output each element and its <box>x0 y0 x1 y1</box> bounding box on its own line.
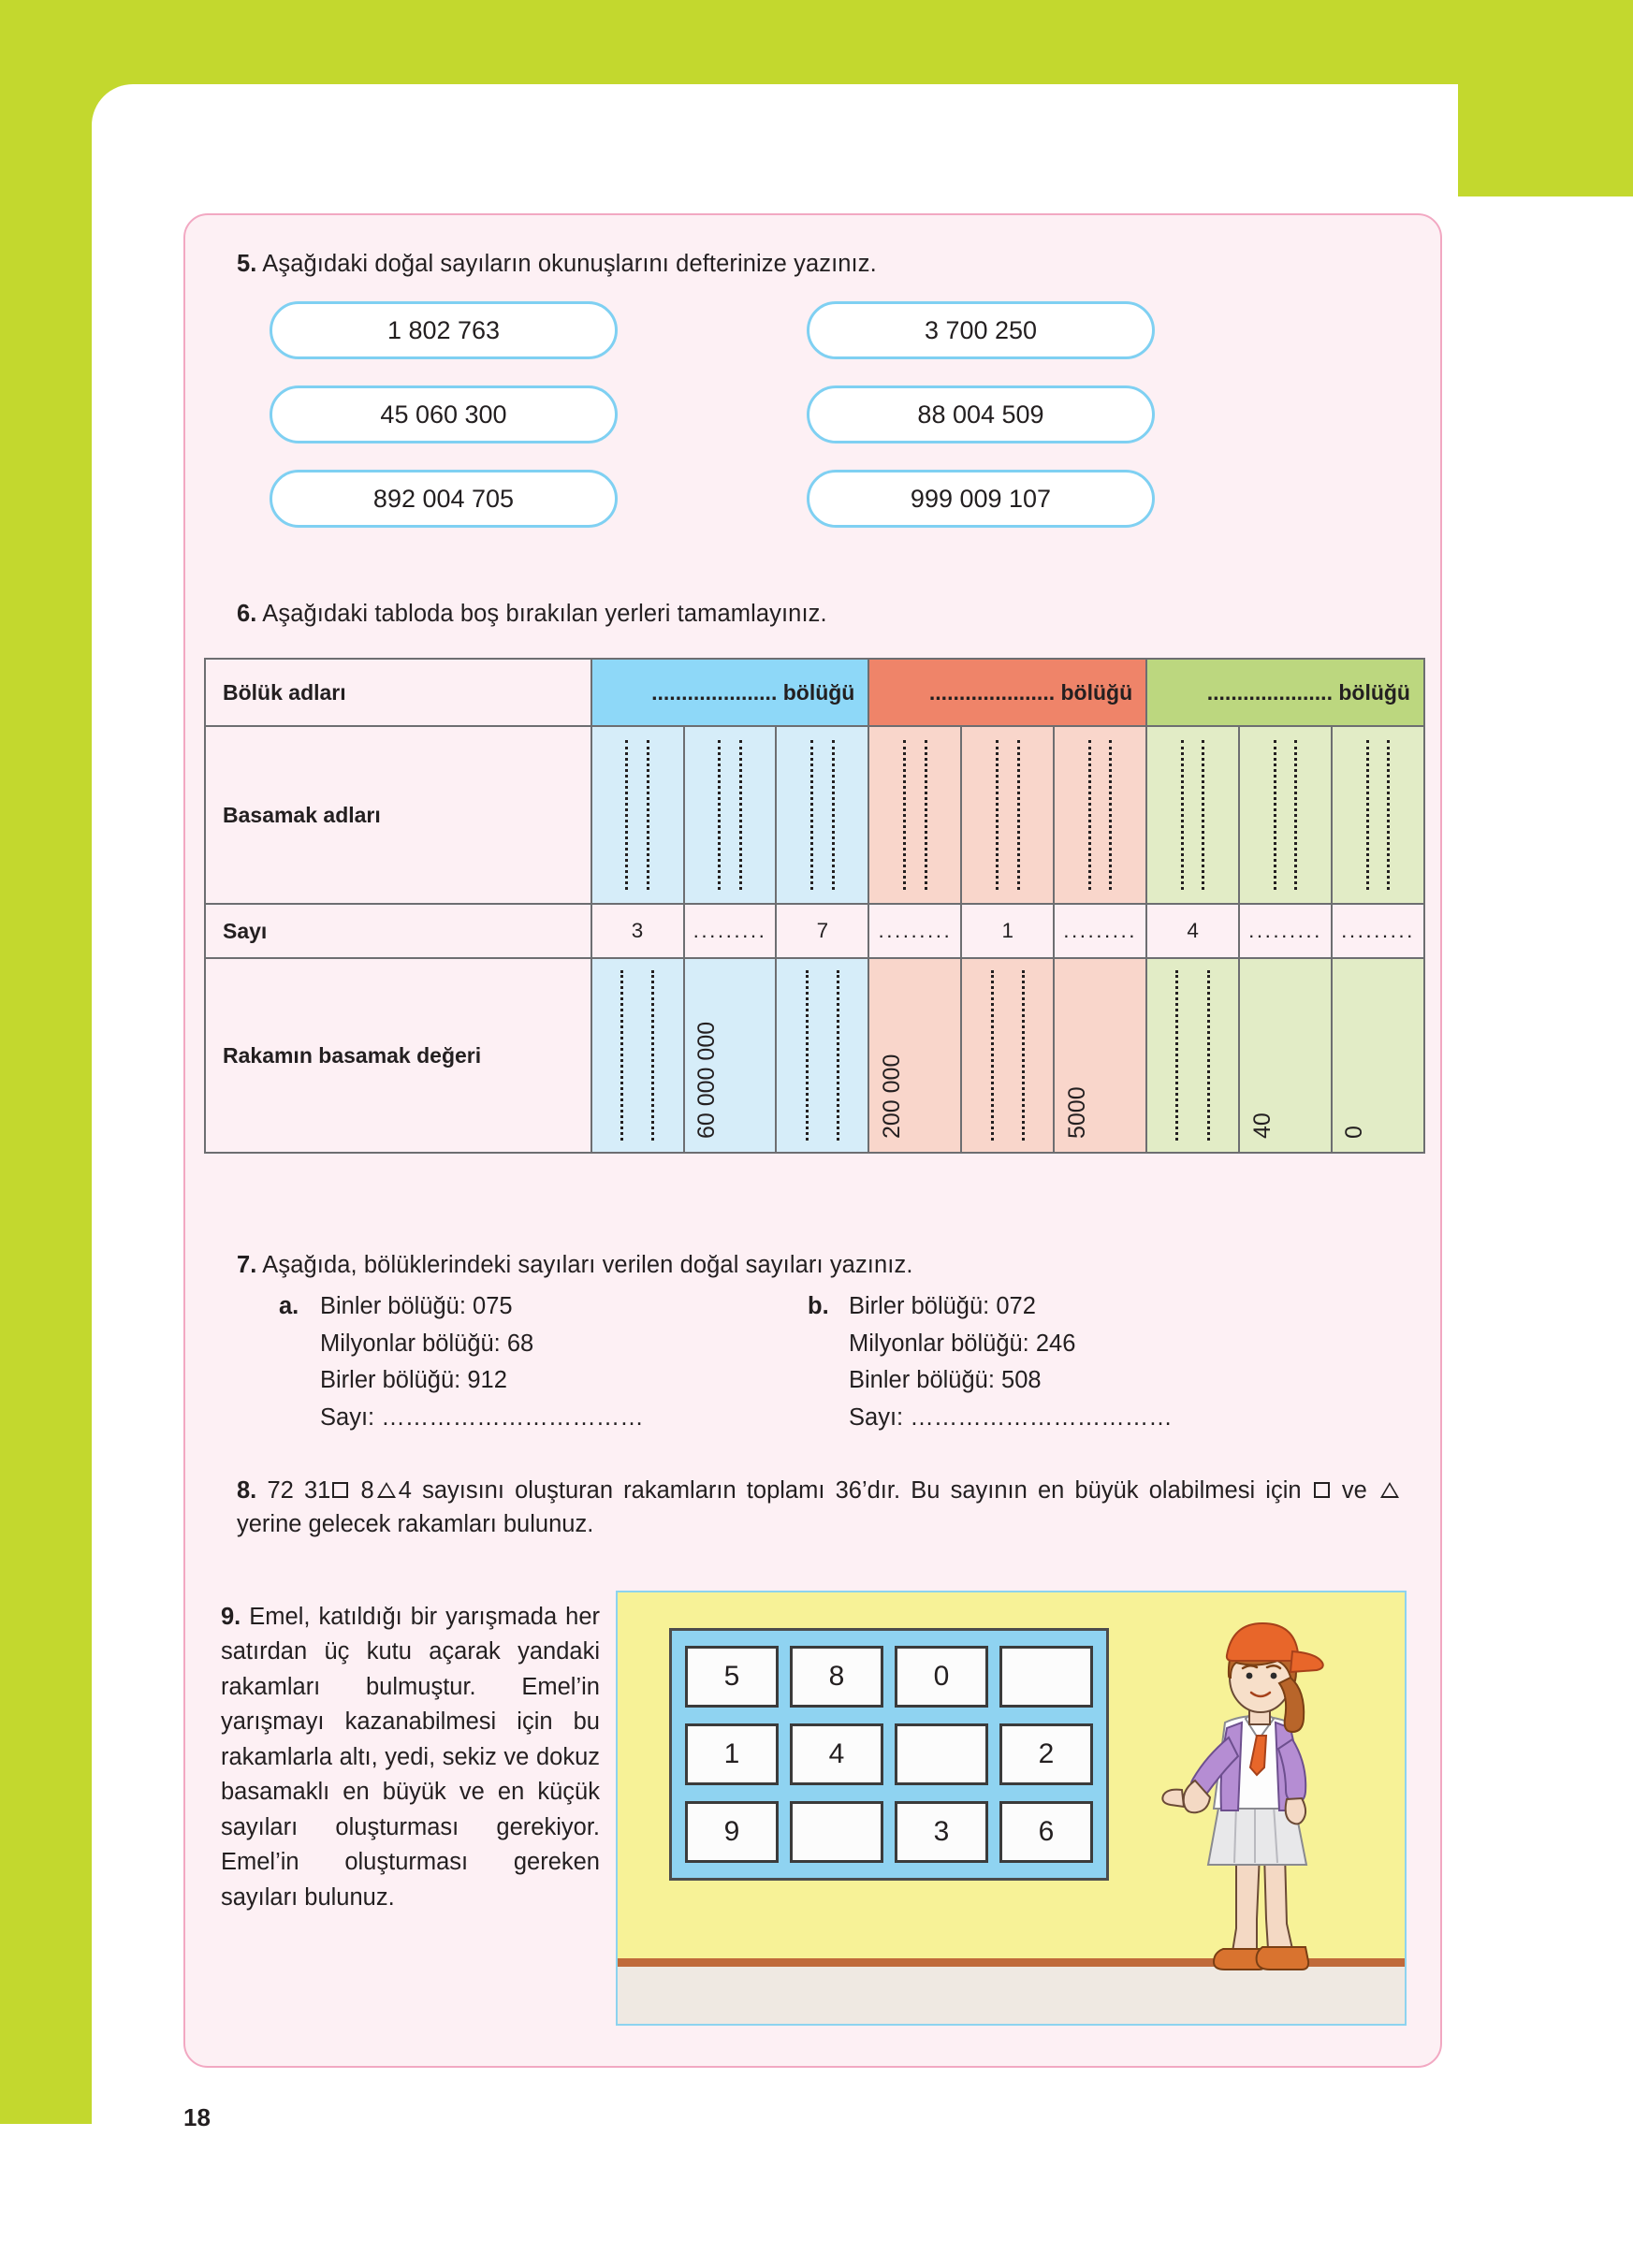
question-6-prompt: Aşağıdaki tabloda boş bırakılan yerleri tamamlayınız. <box>262 601 827 627</box>
dotted-line <box>625 740 628 890</box>
group-header-cell: ..................... bölüğü <box>591 659 869 726</box>
basamak-degeri-cell <box>1332 958 1424 1153</box>
blank-cell <box>776 726 868 904</box>
part-line: Birler bölüğü: 912 <box>320 1367 507 1393</box>
number-box: 999 009 107 <box>807 470 1155 528</box>
digit-cell: 3 <box>895 1801 988 1863</box>
question-7-prompt: Aşağıda, bölüklerindeki sayıları verilen doğal sayıları yazınız. <box>262 1252 913 1278</box>
question-7-heading <box>237 1252 913 1279</box>
question-5-prompt: Aşağıdaki doğal sayıların okunuşlarını defterinize yazınız. <box>262 251 877 277</box>
part-line: Binler bölüğü: 075 <box>320 1293 513 1319</box>
question-5-number: 5. <box>237 251 257 277</box>
basamak-degeri-cell <box>591 958 684 1153</box>
dotted-line <box>1022 970 1025 1141</box>
row-label-basamak-degeri: Rakamın basamak değeri <box>205 958 591 1153</box>
dotted-line <box>832 740 835 890</box>
basamak-degeri-cell <box>1054 958 1146 1153</box>
sayi-value-cell: ......... <box>1239 904 1332 958</box>
dotted-line <box>1202 740 1204 890</box>
dotted-line <box>1175 970 1178 1141</box>
dotted-line <box>996 740 999 890</box>
dotted-line <box>810 740 813 890</box>
digit-cell: 0 <box>895 1646 988 1708</box>
blank-cell <box>1054 726 1146 904</box>
list-item <box>849 1367 1173 1394</box>
sayi-value-cell: ......... <box>684 904 777 958</box>
digit-cell: 6 <box>999 1801 1093 1863</box>
question-9-illustration <box>616 1591 1407 2026</box>
blank-cell <box>868 726 961 904</box>
exercise-panel <box>183 213 1442 2068</box>
answer-blank: Sayı: …………………………… <box>849 1403 1173 1431</box>
question-8 <box>237 1474 1402 1541</box>
question-5-number-boxes <box>270 301 1205 554</box>
dotted-line <box>620 970 623 1141</box>
question-6-number: 6. <box>237 601 257 627</box>
sayi-value-cell: ......... <box>868 904 961 958</box>
basamak-degeri-value: 5000 <box>1063 1086 1090 1139</box>
row-label-bolut-adlari: Bölük adları <box>205 659 591 726</box>
blank-cell <box>1332 726 1424 904</box>
square-icon <box>1314 1482 1330 1498</box>
dotted-line <box>1017 740 1020 890</box>
dotted-line <box>1207 970 1210 1141</box>
sayi-value-cell: ......... <box>1332 904 1424 958</box>
digit-cell <box>999 1646 1093 1708</box>
part-line: Binler bölüğü: 508 <box>849 1367 1042 1393</box>
dotted-line <box>1274 740 1276 890</box>
question-8-text-part-1: 72 31 <box>267 1477 331 1504</box>
dotted-line <box>739 740 742 890</box>
digit-cell: 4 <box>790 1723 883 1785</box>
digit-board-row <box>685 1801 1093 1863</box>
list-item <box>320 1404 644 1432</box>
question-9-body: Emel, katıldığı bir yarışmada her satırdan üç kutu açarak yandaki rakamları bulmuştur. Emel’in yarışmayı kazanabilmesi için bu rakamlarla altı, yedi, sekiz ve dokuz basamaklı en büyük ve en küçük sayıları oluşturması gerekiyor. Emel’in oluşturması gereken sayıları bulunuz. <box>221 1604 600 1911</box>
place-value-table <box>204 658 1425 1154</box>
dotted-line <box>1294 740 1297 890</box>
dotted-line <box>903 740 906 890</box>
number-box-row <box>270 470 1205 553</box>
square-icon <box>332 1482 348 1498</box>
part-letter: b. <box>808 1293 829 1319</box>
sayi-value-cell: 7 <box>776 904 868 958</box>
digit-board-rows <box>685 1646 1093 1863</box>
digit-cell: 5 <box>685 1646 779 1708</box>
part-letter: a. <box>279 1293 299 1319</box>
blank-cell <box>684 726 777 904</box>
row-label-sayi: Sayı <box>205 904 591 958</box>
part-line: Milyonlar bölüğü: 246 <box>849 1330 1076 1357</box>
basamak-degeri-cell <box>1146 958 1239 1153</box>
list-item <box>320 1330 644 1358</box>
digit-cell: 9 <box>685 1801 779 1863</box>
number-box: 88 004 509 <box>807 385 1155 443</box>
question-6-heading <box>237 601 827 628</box>
dotted-line <box>837 970 839 1141</box>
sayi-value-cell: 1 <box>961 904 1054 958</box>
digit-cell <box>895 1723 988 1785</box>
digit-cell <box>790 1801 883 1863</box>
blank-cell <box>1239 726 1332 904</box>
blank-cell <box>961 726 1054 904</box>
question-9-number: 9. <box>221 1604 241 1630</box>
dotted-line <box>718 740 721 890</box>
dotted-line <box>1387 740 1390 890</box>
blank-cell <box>591 726 684 904</box>
white-right-margin <box>1458 196 1633 2268</box>
list-item <box>849 1404 1173 1432</box>
digit-cell: 2 <box>999 1723 1093 1785</box>
question-8-text-part-2: 8 <box>360 1477 374 1504</box>
number-box: 1 802 763 <box>270 301 618 359</box>
answer-blank: Sayı: …………………………… <box>320 1403 644 1431</box>
basamak-degeri-value: 60 000 000 <box>693 1021 720 1139</box>
page-number: 18 <box>183 2103 211 2131</box>
basamak-degeri-cell <box>1239 958 1332 1153</box>
green-left-band <box>0 0 92 2124</box>
question-8-number: 8. <box>237 1477 257 1504</box>
table-row-basamak-degeri <box>205 958 1424 1153</box>
dotted-line <box>1109 740 1112 890</box>
table-row-basamak-adlari <box>205 726 1424 904</box>
number-box: 3 700 250 <box>807 301 1155 359</box>
part-line: Milyonlar bölüğü: 68 <box>320 1330 534 1357</box>
group-header-cell: ..................... bölüğü <box>868 659 1146 726</box>
question-7-part-b <box>808 1293 1173 1441</box>
question-7-part-a <box>279 1293 644 1441</box>
row-label-basamak-adlari: Basamak adları <box>205 726 591 904</box>
question-8-text-part-4: ve <box>1331 1477 1378 1504</box>
digit-cell: 8 <box>790 1646 883 1708</box>
list-item <box>849 1330 1173 1358</box>
dotted-line <box>925 740 927 890</box>
table-row-sayi <box>205 904 1424 958</box>
digit-board-row <box>685 1646 1093 1708</box>
basamak-degeri-value: 200 000 <box>878 1054 905 1139</box>
sayi-value-cell: 4 <box>1146 904 1239 958</box>
number-box-row <box>270 385 1205 469</box>
dotted-line <box>991 970 994 1141</box>
dotted-line <box>806 970 809 1141</box>
girl-illustration <box>1154 1620 1369 1985</box>
question-8-text-part-5: yerine gelecek rakamları bulunuz. <box>237 1511 594 1538</box>
dotted-line <box>1366 740 1369 890</box>
basamak-degeri-cell <box>684 958 777 1153</box>
dotted-line <box>651 970 654 1141</box>
number-box: 892 004 705 <box>270 470 618 528</box>
dotted-line <box>647 740 649 890</box>
triangle-icon <box>1380 1482 1399 1498</box>
sayi-value-cell: ......... <box>1054 904 1146 958</box>
basamak-degeri-cell <box>961 958 1054 1153</box>
digit-board <box>669 1628 1109 1881</box>
basamak-degeri-value: 0 <box>1341 1126 1368 1139</box>
question-8-text-part-3: 4 sayısını oluşturan rakamların toplamı 36’dır. Bu sayının en büyük olabilmesi için <box>398 1477 1312 1504</box>
list-item <box>320 1367 644 1394</box>
part-line: Birler bölüğü: 072 <box>849 1293 1036 1319</box>
basamak-degeri-cell <box>776 958 868 1153</box>
table-row-bolut-adlari <box>205 659 1424 726</box>
basamak-degeri-value: 40 <box>1248 1112 1276 1139</box>
question-9-text <box>221 1600 600 1915</box>
number-box: 45 060 300 <box>270 385 618 443</box>
white-rounded-corner <box>92 84 1458 215</box>
digit-board-row <box>685 1723 1093 1785</box>
sayi-value-cell: 3 <box>591 904 684 958</box>
digit-cell: 1 <box>685 1723 779 1785</box>
question-5-heading <box>237 251 877 278</box>
list-item <box>808 1293 1173 1320</box>
dotted-line <box>1181 740 1184 890</box>
blank-cell <box>1146 726 1239 904</box>
triangle-icon <box>377 1482 396 1498</box>
dotted-line <box>1088 740 1091 890</box>
question-7-number: 7. <box>237 1252 257 1278</box>
list-item <box>279 1293 644 1320</box>
basamak-degeri-cell <box>868 958 961 1153</box>
number-box-row <box>270 301 1205 385</box>
group-header-cell: ..................... bölüğü <box>1146 659 1424 726</box>
